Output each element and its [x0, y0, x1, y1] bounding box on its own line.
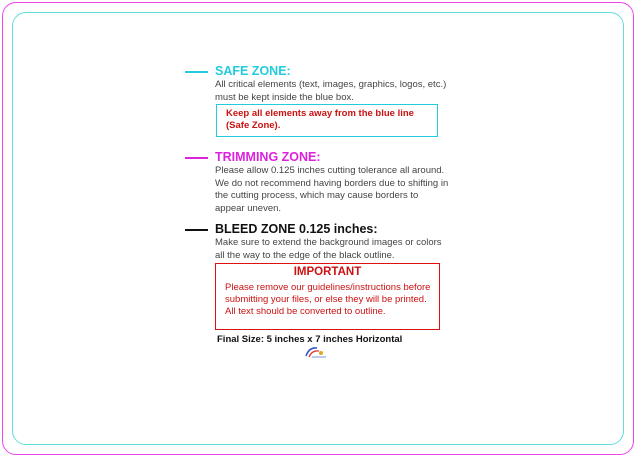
important-title: IMPORTANT: [293, 266, 362, 278]
trimming-zone-text-line: the cutting process, which may cause borders to: [215, 190, 419, 201]
important-box: [215, 263, 440, 330]
safe-zone-text: [215, 79, 446, 104]
safe-zone-box-line: Keep all elements away from the blue line: [226, 108, 414, 119]
bleed-zone-line: [185, 229, 208, 231]
important-text-line: All text should be converted to outline.: [225, 306, 386, 317]
trimming-zone-title: TRIMMING ZONE:: [215, 150, 321, 164]
safe-zone-line: [185, 71, 208, 73]
trimming-zone-text-line: Please allow 0.125 inches cutting tolerance all around.: [215, 165, 445, 176]
safe-zone-box-line: (Safe Zone).: [226, 120, 281, 131]
safe-zone-box: [216, 104, 438, 137]
important-text-line: submitting your files, or else they will be printed.: [225, 294, 427, 305]
bleed-zone-text: [215, 237, 442, 262]
trimming-zone-text: [215, 165, 448, 215]
important-text: [225, 282, 439, 318]
safe-zone-text-line: All critical elements (text, images, graphics, logos, etc.): [215, 79, 447, 90]
safe-zone-text-line: must be kept inside the blue box.: [215, 91, 354, 103]
final-size-label: Final Size: 5 inches x 7 inches Horizontal: [217, 334, 403, 345]
safe-zone-title: SAFE ZONE:: [215, 64, 291, 78]
trimming-zone-line: [185, 157, 208, 159]
trimming-zone-text-line: appear uneven.: [215, 202, 282, 214]
trimming-zone-text-line: We do not recommend having borders due to shifting in: [215, 177, 449, 189]
company-logo-icon: [303, 345, 329, 359]
bleed-zone-text-line: Make sure to extend the background images or colors: [215, 237, 442, 248]
important-text-line: Please remove our guidelines/instructions before: [225, 282, 431, 293]
bleed-zone-text-line: all the way to the edge of the black outline.: [215, 249, 395, 261]
bleed-zone-title: BLEED ZONE 0.125 inches:: [215, 222, 378, 236]
